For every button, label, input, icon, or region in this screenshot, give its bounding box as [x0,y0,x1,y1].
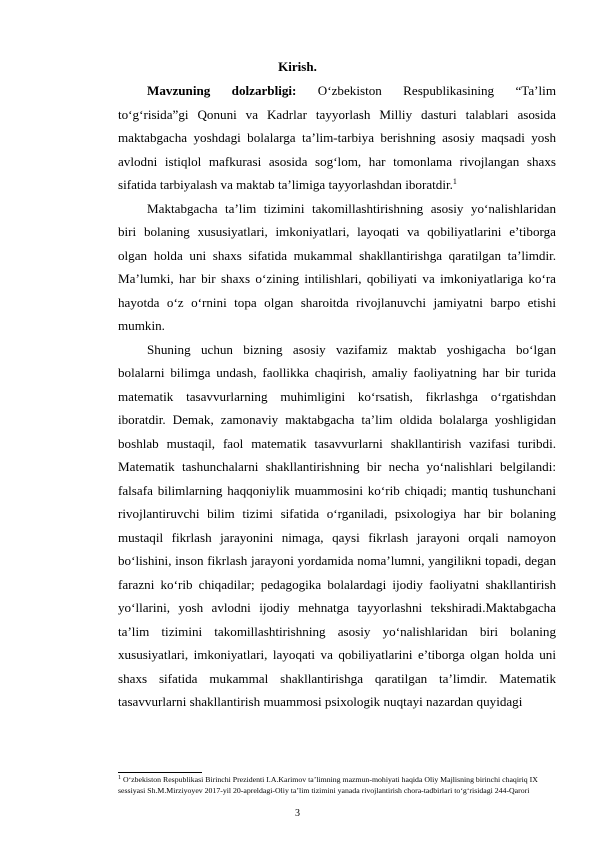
footnote-reference[interactable]: 1 [452,177,457,186]
paragraph-1-text: O‘zbekiston Respublikasining “Ta’lim to‘g‘risida”gi Qonuni va Kadrlar tayyorlash Milliy dasturi talablari asosida maktabgacha yoshdagi bolalarga ta’lim-tarbiya berishning asosiy maqsadi yosh avlodni istiqlol mafkurasi asosida sog‘lom, har tomonlama rivojlangan shaxs sifatida tarbiyalash va maktab ta’limiga tayyorlashdan iboratdir. [118,83,557,192]
paragraph-3 [118,338,556,714]
footnote-mark: 1 [118,775,121,781]
paragraph-1 [118,79,556,197]
paragraph-3-text: Shuning uchun bizning asosiy vazifamiz maktab yoshigacha bo‘lgan bolalarni bilimga undash, faollikka chaqirish, amaliy faoliyatning har bir turida matematik tasavvurlarning muhimligini ko‘rsatish, fikrlashga o‘rgatishdan iboratdir. Demak, zamonaviy maktabgacha ta’lim oldida bolalarga yoshligidan boshlab mustaqil, faol matematik tasavvurlarni shakllantirish vazifasi turibdi. Matematik tashunchalarni shakllantirishning bir necha yo‘nalishlari belgilandi: falsafa bilimlarning haqqoniylik muammosini ko‘rib chiqadi; mantiq tushunchani rivojlantiruvchi bilim tizimi sifatida o‘rganiladi, psixologiya har bir bolaning mustaqil fikrlash jarayonini nimaga, qaysi fikrlash jarayoni orqali namoyon bo‘lishini, inson fikrlash jarayoni yordamida noma’lumni, yangilikni topadi, degan farazni ko‘rib chiqadilar; pedagogika bolalardagi ijodiy faoliyatni shakllantirish yo‘llarini, yosh avlodni ijodiy mehnatga tayyorlashni tekshiradi.Maktabgacha ta’lim tizimini takomillashtirishning asosiy yo‘nalishlaridan biri bolaning xususiyatlari, imkoniyatlari, layoqati va qobiliyatlarini e’tiborga olgan holda uni shaxs sifatida mukammal shakllantirishga qaratilgan ta’limdir. Matematik tasavvurlarni shakllantirish muammosi psixologik nuqtayi nazardan quyidagi [118,341,556,709]
paragraph-2-text: Maktabgacha ta’lim tizimini takomillashtirishning asosiy yo‘nalishlaridan biri bolaning xususiyatlari, imkoniyatlari, layoqati va qobiliyatlarini e’tiborga olgan holda uni shaxs sifatida mukammal shakllantirishga qaratilgan ta’limdir. Ma’lumki, har bir shaxs o‘zining intilishlari, qobiliyati va imkoniyatlariga ko‘ra hayotda o‘z o‘rnini topa olgan sharoitda rivojlanuvchi jamiyatni barpo etishi mumkin. [118,200,556,333]
lead-phrase: Mavzuning dolzarbligi: [147,83,297,98]
paragraph-2 [118,197,556,338]
page-title: Kirish. [278,59,317,74]
footnote-text: O‘zbekiston Respublikasi Birinchi Prezidenti I.A.Karimov ta’limning mazmun-mohiyati haqida Oliy Majlisning birinchi chaqiriq IX sessiyasi Sh.M.Mirziyoyev 2017-yil 20-apreldagi-Oliy ta’lim tizimini yanada rivojlantirish chora-tadbirlari to‘g‘risidagi 244-Qarori [118,775,538,795]
footnote [118,774,558,796]
page-number: 3 [295,808,300,819]
footnote-divider [118,772,202,773]
body-text [118,79,556,714]
